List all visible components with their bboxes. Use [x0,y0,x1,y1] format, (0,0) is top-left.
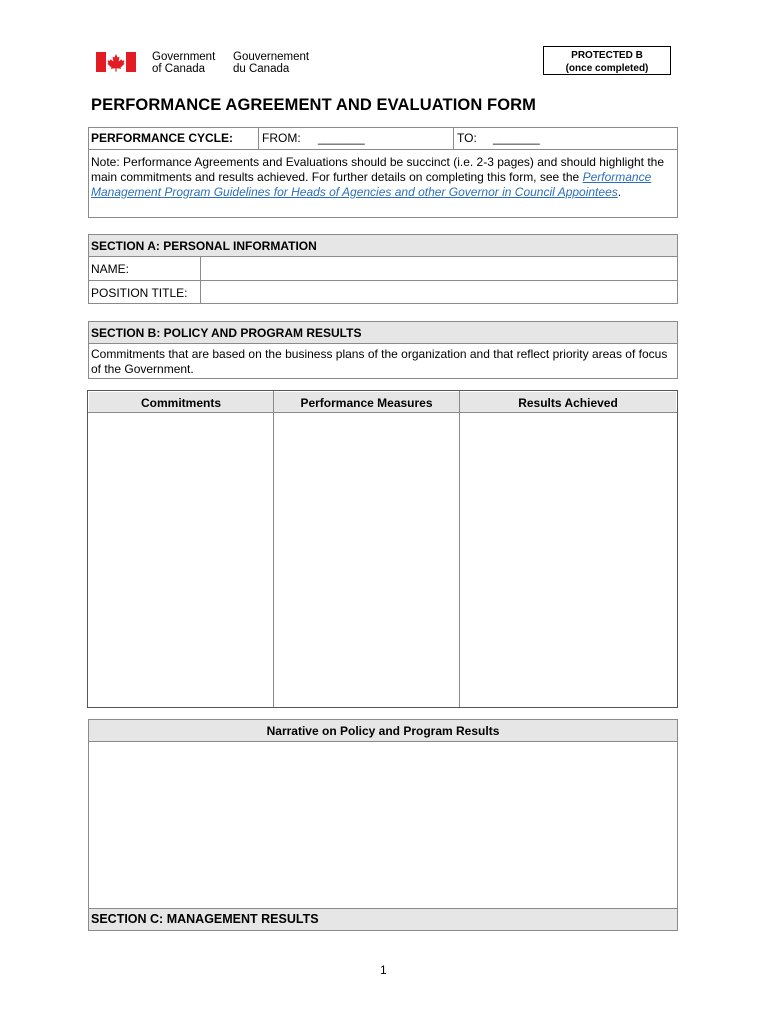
section-b-description: Commitments that are based on the business plans of the organization and that reflect priority areas of focus of the Government. [91,347,668,376]
results-achieved-input[interactable] [461,414,676,706]
to-label: TO: [457,131,477,145]
protected-line1: PROTECTED B [571,50,643,61]
gov-fr-line2: du Canada [233,63,290,75]
performance-measures-input[interactable] [275,414,458,706]
guidelines-link[interactable]: Performance Management Program Guidelines for Heads of Agencies and other Governor in Council Appointees [91,170,652,199]
section-a-heading: SECTION A: PERSONAL INFORMATION [91,239,317,253]
to-value-field[interactable]: _______ [493,131,540,145]
position-title-input[interactable] [201,281,677,304]
note-end: . [617,185,622,199]
name-input[interactable] [201,257,677,280]
section-b-heading: SECTION B: POLICY AND PROGRAM RESULTS [91,326,362,340]
note-text: Note: Performance Agreements and Evaluations should be succinct (i.e. 2-3 pages) and should highlight the main commitments and results achieved. For further details on completing this form, see the [91,155,665,184]
form-title: PERFORMANCE AGREEMENT AND EVALUATION FORM [91,96,537,114]
note-paragraph [91,155,677,200]
canada-flag-icon [96,52,136,72]
col-performance-measures: Performance Measures [300,396,433,410]
col-commitments: Commitments [140,396,221,410]
gov-en-line1: Government [152,51,216,63]
government-of-canada-wordmark-en [152,51,215,75]
from-value-field[interactable]: _______ [318,131,365,145]
gov-en-line2: of Canada [152,63,206,75]
gov-fr-line1: Gouvernement [233,51,310,63]
col-results-achieved: Results Achieved [518,396,618,410]
commitments-input[interactable] [90,414,272,706]
narrative-input[interactable] [90,743,676,908]
page-number: 1 [380,963,387,977]
protected-b-badge [543,46,671,75]
name-label: NAME: [91,262,130,276]
government-of-canada-wordmark-fr [233,51,309,75]
position-title-label: POSITION TITLE: [91,286,188,300]
protected-line2: (once completed) [565,63,649,74]
performance-cycle-label: PERFORMANCE CYCLE: [91,131,234,145]
from-label: FROM: [262,131,301,145]
narrative-heading: Narrative on Policy and Program Results [266,724,500,738]
section-c-heading: SECTION C: MANAGEMENT RESULTS [91,912,319,926]
